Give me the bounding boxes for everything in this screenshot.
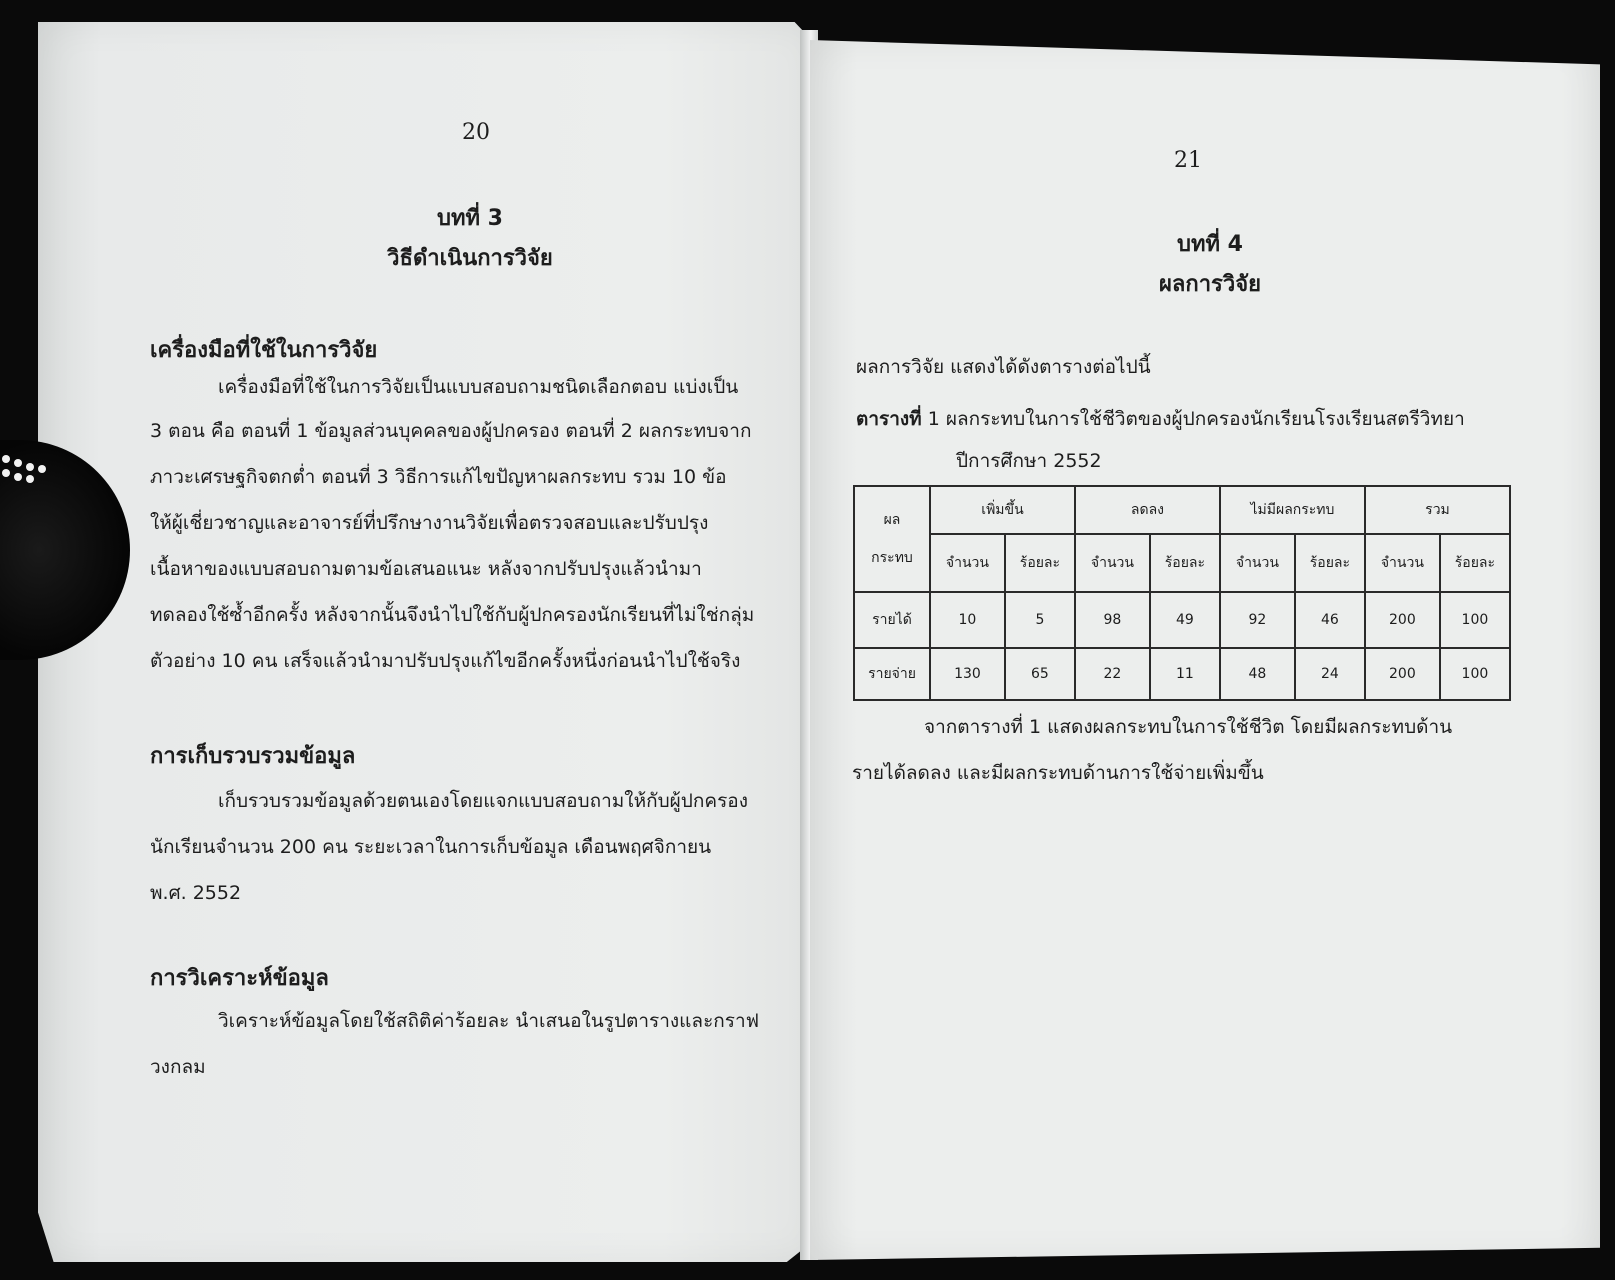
table-corner-header: ผล กระทบ — [854, 486, 930, 592]
paragraph-line: ตัวอย่าง 10 คน เสร็จแล้วนำมาปรับปรุงแก้ไขอีกครั้งหนึ่งก่อนนำไปใช้จริง — [150, 650, 741, 672]
table-subheader: จำนวน — [1220, 534, 1295, 592]
row-label: รายได้ — [854, 592, 930, 648]
table-group-header: รวม — [1365, 486, 1510, 534]
table-caption-line2: ปีการศึกษา 2552 — [956, 450, 1102, 472]
table-subheader: ร้อยละ — [1295, 534, 1365, 592]
paragraph-line: นักเรียนจำนวน 200 คน ระยะเวลาในการเก็บข้อมูล เดือนพฤศจิกายน — [150, 836, 712, 858]
paragraph-line: วิเคราะห์ข้อมูลโดยใช้สถิติค่าร้อยละ นำเสนอในรูปตารางและกราฟ — [218, 1010, 760, 1032]
table-group-header: เพิ่มขึ้น — [930, 486, 1075, 534]
table-caption — [856, 404, 1465, 434]
page-number-right: 21 — [1174, 148, 1202, 173]
paragraph-line: ทดลองใช้ซ้ำอีกครั้ง หลังจากนั้นจึงนำไปใช้กับผู้ปกครองนักเรียนที่ไม่ใช่กลุ่ม — [150, 604, 755, 626]
table-group-header: ไม่มีผลกระทบ — [1220, 486, 1365, 534]
chapter-label-right: บทที่ 4 — [1177, 232, 1243, 257]
chapter-label-left: บทที่ 3 — [437, 206, 503, 231]
table-caption-text: 1 ผลกระทบในการใช้ชีวิตของผู้ปกครองนักเรียนโรงเรียนสตรีวิทยา — [921, 408, 1465, 430]
table-row — [854, 648, 1510, 700]
paragraph-line: พ.ศ. 2552 — [150, 882, 242, 904]
table-caption-label: ตารางที่ — [856, 408, 922, 430]
page-number-left: 20 — [462, 120, 490, 145]
table-cell: 92 — [1220, 592, 1295, 648]
table-group-header: ลดลง — [1075, 486, 1220, 534]
table-cell: 11 — [1150, 648, 1220, 700]
chapter-title-right: ผลการวิจัย — [1159, 272, 1261, 297]
paragraph-line: เก็บรวบรวมข้อมูลด้วยตนเองโดยแจกแบบสอบถามให้กับผู้ปกครอง — [218, 790, 748, 812]
results-intro: ผลการวิจัย แสดงได้ดังตารางต่อไปนี้ — [856, 356, 1151, 378]
table-subheader: จำนวน — [1075, 534, 1150, 592]
table-subheader: ร้อยละ — [1005, 534, 1075, 592]
table-cell: 100 — [1440, 592, 1510, 648]
table-cell: 130 — [930, 648, 1005, 700]
table-row — [854, 592, 1510, 648]
table-cell: 200 — [1365, 648, 1440, 700]
table-cell: 100 — [1440, 648, 1510, 700]
paragraph-line: เครื่องมือที่ใช้ในการวิจัยเป็นแบบสอบถามชนิดเลือกตอบ แบ่งเป็น — [218, 376, 739, 398]
table-cell: 65 — [1005, 648, 1075, 700]
table-cell: 24 — [1295, 648, 1365, 700]
paragraph-line: เนื้อหาของแบบสอบถามตามข้อเสนอแนะ หลังจากปรับปรุงแล้วนำมา — [150, 558, 702, 580]
table-cell: 200 — [1365, 592, 1440, 648]
paragraph-line: ให้ผู้เชี่ยวชาญและอาจารย์ที่ปรึกษางานวิจัยเพื่อตรวจสอบและปรับปรุง — [150, 512, 709, 534]
section-heading-analysis: การวิเคราะห์ข้อมูล — [150, 966, 329, 991]
table-subheader: จำนวน — [1365, 534, 1440, 592]
table-subheader: ร้อยละ — [1440, 534, 1510, 592]
table-cell: 46 — [1295, 592, 1365, 648]
paragraph-line: ภาวะเศรษฐกิจตกต่ำ ตอนที่ 3 วิธีการแก้ไขปัญหาผลกระทบ รวม 10 ข้อ — [150, 466, 727, 488]
paragraph-line: วงกลม — [150, 1056, 206, 1078]
section-heading-instrument: เครื่องมือที่ใช้ในการวิจัย — [150, 338, 378, 363]
summary-line: จากตารางที่ 1 แสดงผลกระทบในการใช้ชีวิต โดยมีผลกระทบด้าน — [924, 716, 1453, 738]
chapter-title-left: วิธีดำเนินการวิจัย — [387, 246, 553, 271]
table-cell: 5 — [1005, 592, 1075, 648]
table-subheader: จำนวน — [930, 534, 1005, 592]
table-subheader: ร้อยละ — [1150, 534, 1220, 592]
table-cell: 98 — [1075, 592, 1150, 648]
table-cell: 22 — [1075, 648, 1150, 700]
table-cell: 10 — [930, 592, 1005, 648]
summary-line: รายได้ลดลง และมีผลกระทบด้านการใช้จ่ายเพิ่มขึ้น — [852, 762, 1264, 784]
table-cell: 49 — [1150, 592, 1220, 648]
paragraph-line: 3 ตอน คือ ตอนที่ 1 ข้อมูลส่วนบุคคลของผู้ปกครอง ตอนที่ 2 ผลกระทบจาก — [150, 420, 752, 442]
section-heading-data-collection: การเก็บรวบรวมข้อมูล — [150, 744, 356, 769]
results-table — [853, 485, 1511, 701]
row-label: รายจ่าย — [854, 648, 930, 700]
table-cell: 48 — [1220, 648, 1295, 700]
bead-chain — [0, 455, 60, 485]
